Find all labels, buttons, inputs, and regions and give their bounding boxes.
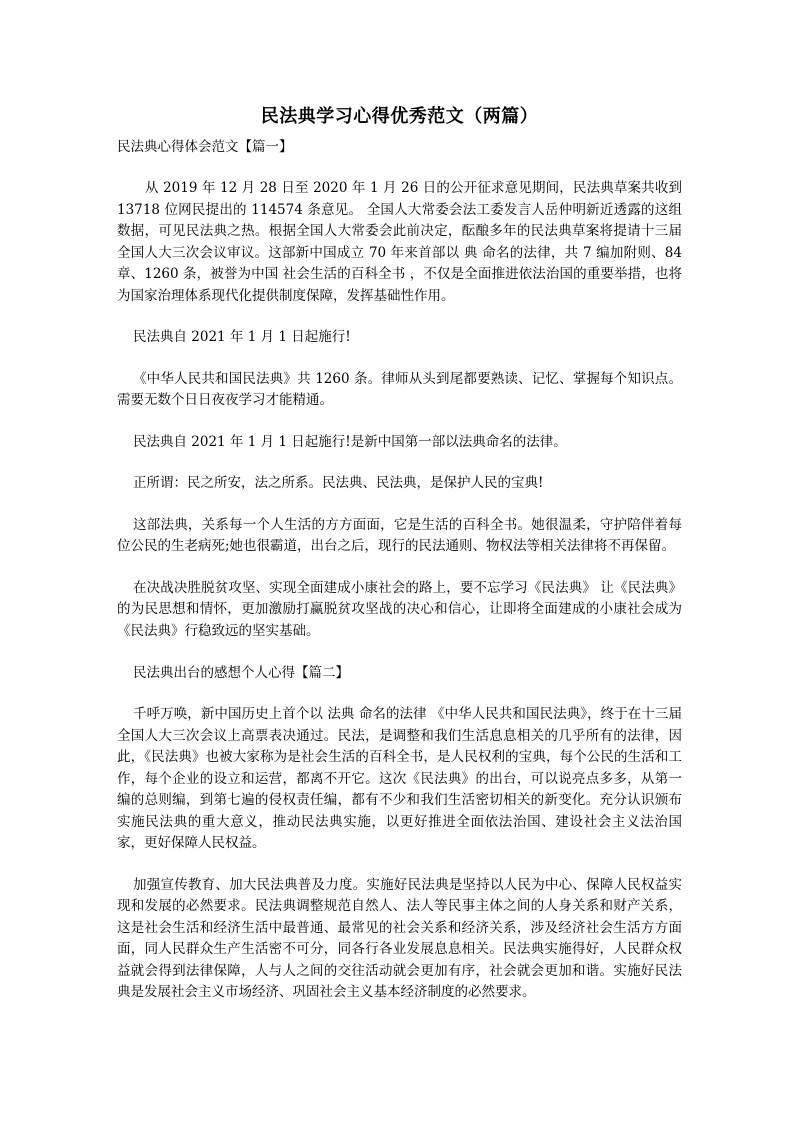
paragraph: 千呼万唤，新中国历史上首个以 法典 命名的法律 《中华人民共和国民法典》，终于在十三届全国人大三次会议上高票表决通过。民法，是调整和我们生活息息相关的几乎所有的法律，因此，《民法典》也被大家称为是社会生活的百科全书，是人民权利的宝典，每个公民的生活和工作，每个企业的设立和运营，都离不开它。这次《民法典》的出台，可以说亮点多多，从第一编的总则编，到第七遍的侵权责任编，都有不少和我们生活密切相关的新变化。充分认识颁布实施民法典的重大意义，推动民法典实施，以更好推进全面依法治国、建设社会主义法治国家，更好保障人民权益。	[117, 706, 682, 851]
paragraph: 《中华人民共和国民法典》共 1260 条。律师从头到尾都要熟读、记忆、掌握每个知识点。需要无数个日日夜夜学习才能精通。	[117, 370, 682, 408]
section-one	[117, 136, 682, 642]
document-title: 民法典学习心得优秀范文（两篇）	[260, 106, 539, 127]
paragraph: 正所谓：民之所安，法之所系。民法典、民法典，是保护人民的宝典!	[133, 475, 544, 491]
paragraph: 在决战决胜脱贫攻坚、实现全面建成小康社会的路上，要不忘学习《民法典》 让《民法典》的为民思想和情怀，更加激励打赢脱贫攻坚战的决心和信心，让即将全面建成的小康社会成为《民法典》行稳致远的坚实基础。	[117, 579, 682, 639]
paragraph: 加强宣传教育、加大民法典普及力度。实施好民法典是坚持以人民为中心、保障人民权益实现和发展的必然要求。民法典调整规范自然人、法人等民事主体之间的人身关系和财产关系，这是社会生活和经济生活中最普通、最常见的社会关系和经济关系，涉及经济社会生活方方面面，同人民群众生产生活密不可分，同各行各业发展息息相关。民法典实施得好，人民群众权益就会得到法律保障，人与人之间的交往活动就会更加有序，社会就会更加和谐。实施好民法典是发展社会主义市场经济、巩固社会主义基本经济制度的必然要求。	[117, 876, 682, 1000]
paragraph: 民法典自 2021 年 1 月 1 日起施行!是新中国第一部以法典命名的法律。	[133, 433, 567, 450]
paragraph: 民法典自 2021 年 1 月 1 日起施行!	[133, 329, 351, 345]
section-two	[117, 662, 682, 1004]
paragraph: 这部法典，关系每一个人生活的方方面面，它是生活的百科全书。她很温柔，守护陪伴着每位公民的生老病死;她也很霸道，出台之后，现行的民法通则、物权法等相关法律将不再保留。	[117, 516, 682, 554]
paragraph: 从 2019 年 12 月 28 日至 2020 年 1 月 26 日的公开征求意见期间，民法典草案共收到 13718 位网民提出的 114574 条意见。 全国人大常委会法工委发言人岳仲明新近透露的这组数据，可见民法典之热。根据全国人大常委会此前决定，酝酿多年的民法典草案将提请十三届全国人大三次会议审议。这部新中国成立 70 年来首部以 典 命名的法律，共 7 编加附则、84 章、1260 条，被誉为中国 社会生活的百科全书 ，不仅是全面推进依法治国的重要举措，也将为国家治理体系现代化提供制度保障，发挥基础性作用。	[117, 180, 682, 304]
section-heading: 民法典出台的感想个人心得【篇二】	[133, 665, 349, 681]
section-heading: 民法典心得体会范文【篇一】	[117, 139, 293, 155]
document-page	[117, 104, 682, 1024]
